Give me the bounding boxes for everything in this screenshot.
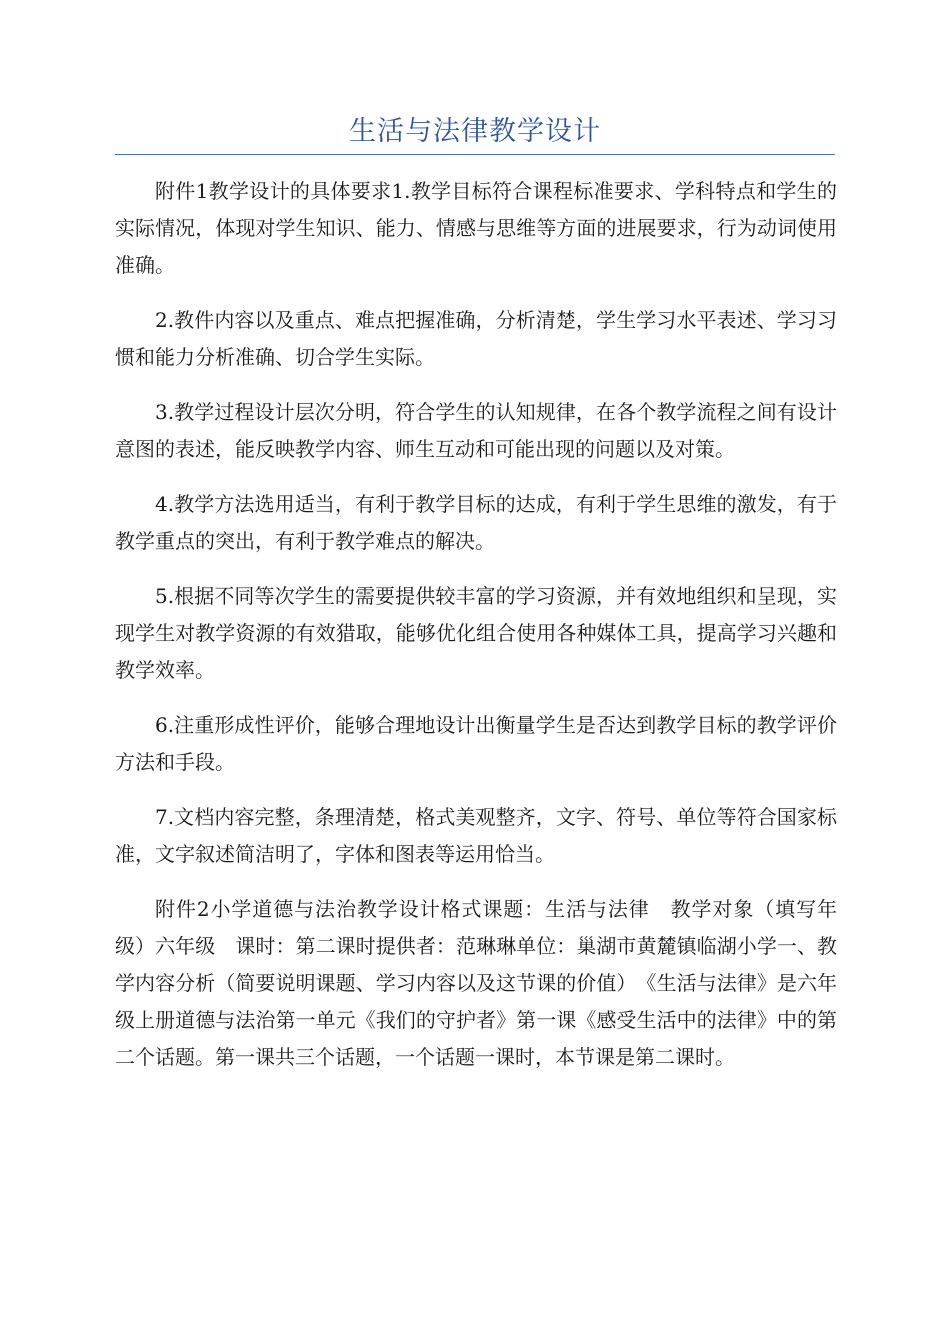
paragraph-attachment-2: 附件2小学道德与法治教学设计格式课题：生活与法律 教学对象（填写年级）六年级 课时：第二课时提供者：范琳琳单位：巢湖市黄麓镇临湖小学一、教学内容分析（简要说明课题、学习内容以及这节课的价值） 《生活与法律》是六年级上册道德与法治第一单元《我们的守护者》第一课《感受生活中的法律》中的第二个话题。第一课共三个话题，一个话题一课时，本节课是第二课时。 xyxy=(115,897,837,1069)
paragraph-requirement-7: 7.文档内容完整，条理清楚，格式美观整齐，文字、符号、单位等符合国家标准，文字叙述简洁明了，字体和图表等运用恰当。 xyxy=(115,805,837,866)
page-title: 生活与法律教学设计 xyxy=(349,116,601,147)
paragraph-requirement-4: 4.教学方法选用适当，有利于教学目标的达成，有利于学生思维的激发，有于教学重点的突出，有利于教学难点的解决。 xyxy=(115,492,837,553)
document-body xyxy=(115,173,837,1094)
paragraph-requirement-3: 3.教学过程设计层次分明，符合学生的认知规律，在各个教学流程之间有设计意图的表述，能反映教学内容、师生互动和可能出现的问题以及对策。 xyxy=(115,400,837,461)
paragraph-requirement-6: 6.注重形成性评价，能够合理地设计出衡量学生是否达到教学目标的教学评价方法和手段。 xyxy=(115,713,837,774)
paragraph-attachment-1-intro: 附件1教学设计的具体要求1.教学目标符合课程标准要求、学科特点和学生的实际情况，体现对学生知识、能力、情感与思维等方面的进展要求，行为动词使用准确。 xyxy=(115,179,837,277)
paragraph-requirement-2: 2.教件内容以及重点、难点把握准确，分析清楚，学生学习水平表述、学习习惯和能力分析准确、切合学生实际。 xyxy=(115,308,837,369)
title-underline xyxy=(115,154,835,155)
paragraph-requirement-5: 5.根据不同等次学生的需要提供较丰富的学习资源，并有效地组织和呈现，实现学生对教学资源的有效猎取，能够优化组合使用各种媒体工具，提高学习兴趣和教学效率。 xyxy=(115,584,837,682)
